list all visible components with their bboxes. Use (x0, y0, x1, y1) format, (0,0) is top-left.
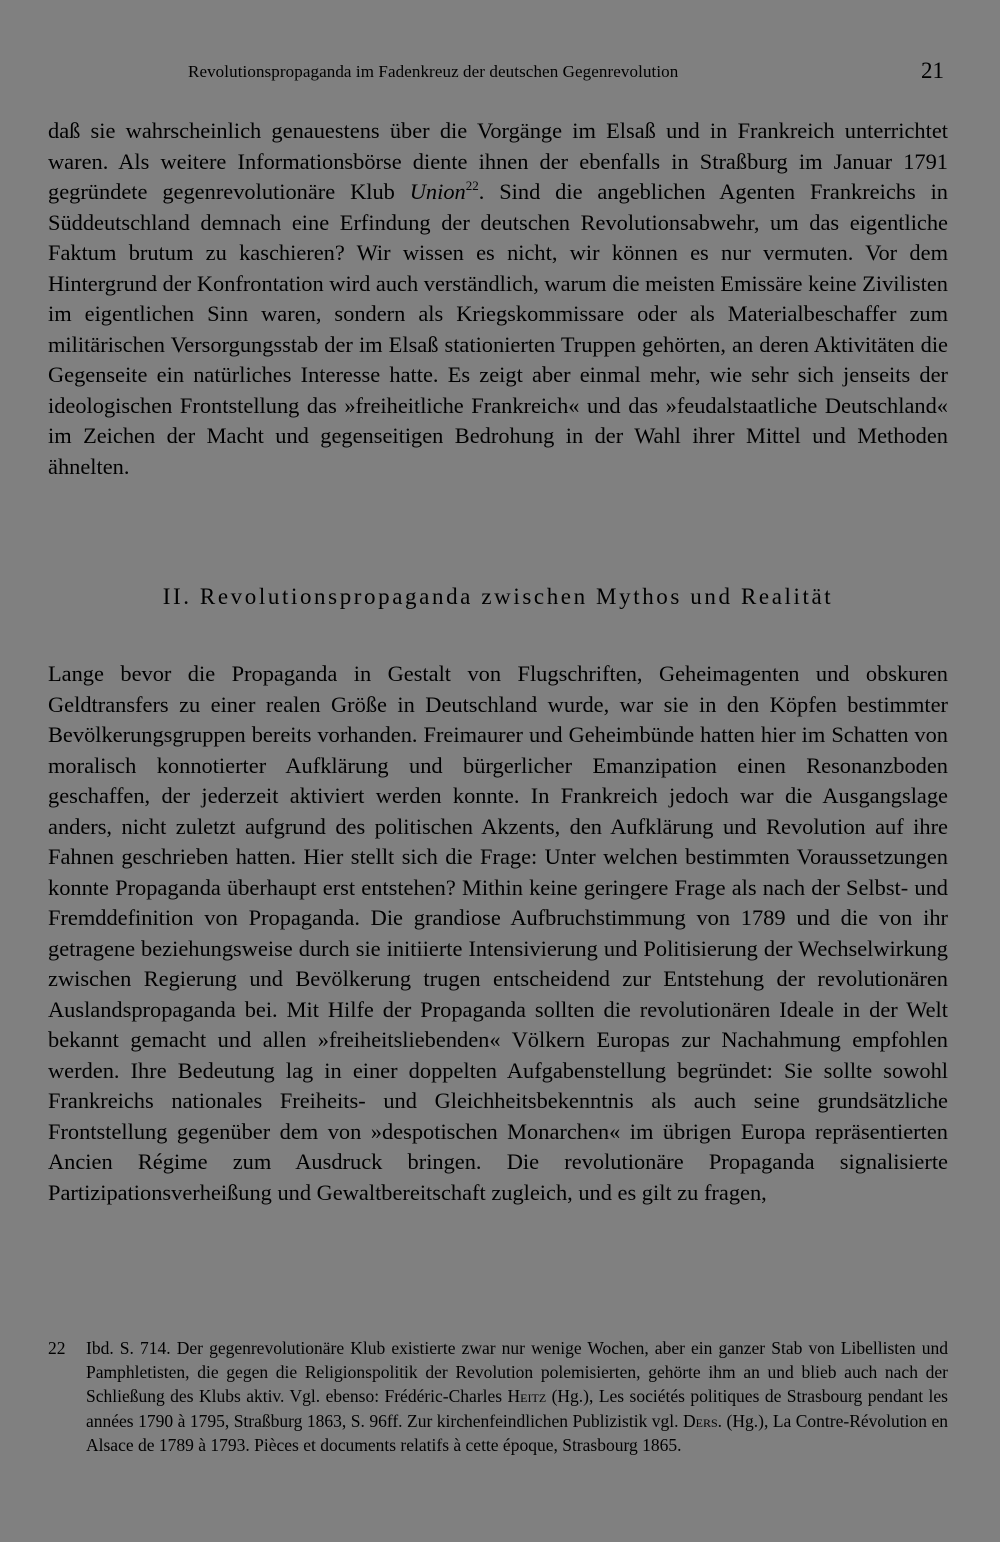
footnote-reference[interactable]: 22 (465, 178, 479, 193)
body-paragraph-2: Lange bevor die Propaganda in Gestalt von Flugschriften, Geheimagenten und obskuren Geldtransfers zu einer realen Größe in Deutschland wurde, war sie in den Köpfen bestimmter Bevölkerungsgruppen bereits vorhanden. Freimaurer und Geheimbünde hatten hier im Schatten von moralisch konnotierter Aufklärung und bürgerlicher Emanzipation einen Resonanzboden geschaffen, der jederzeit aktiviert werden konnte. In Frankreich jedoch war die Ausgangslage anders, nicht zuletzt aufgrund des politischen Akzents, den Aufklärung und Revolution auf ihre Fahnen geschrieben hatten. Hier stellt sich die Frage: Unter welchen bestimmten Voraussetzungen konnte Propaganda überhaupt erst entstehen? Mithin keine geringere Frage als nach der Selbst- und Fremddefinition von Propaganda. Die grandiose Aufbruchstimmung von 1789 und die von ihr getragene beziehungsweise durch sie initiierte Intensivierung und Politisierung der Wechselwirkung zwischen Regierung und Bevölkerung trugen entscheidend zur Entstehung der revolutionären Auslandspropaganda bei. Mit Hilfe der Propaganda sollten die revolutionären Ideale in der Welt bekannt gemacht und allen »freiheitsliebenden« Völkern Europas zur Nachahmung empfohlen werden. Ihre Bedeutung lag in einer doppelten Aufgabenstellung begründet: Sie sollte sowohl Frankreichs nationales Freiheits- und Gleichheitsbekenntnis als auch seine grundsätzliche Frontstellung gegenüber dem von »despotischen Monarchen« im übrigen Europa repräsentierten Ancien Régime zum Ausdruck bringen. Die revolutionäre Propaganda signalisierte Partizipationsverheißung und Gewaltbereitschaft zugleich, und es gilt zu fragen, (48, 661, 948, 1205)
footnote-text-part-3: (Hg.), La Contre-Révolution en Alsace de 1789 à 1793. Pièces et documents relatifs à cette époque, Strasbourg 1865. (86, 1410, 948, 1455)
running-title: Revolutionspropaganda im Fadenkreuz der deutschen Gegenrevolution (188, 62, 679, 81)
footnote-text-part-2: (Hg.), Les sociétés politiques de Strasbourg pendant les années 1790 à 1795, Straßburg 1863, S. 96ff. Zur kirchenfeindlichen Publizistik vgl. (86, 1386, 948, 1431)
paragraph-1-text-start: daß sie wahrscheinlich genauestens über die Vorgänge im Elsaß und in Frankreich unterrichtet waren. Als weitere Informationsbörse diente ihnen der ebenfalls in Straßburg im Januar 1791 gegründete gegenrevolutionäre Klub (48, 118, 948, 204)
section-heading: II. Revolutionspropaganda zwischen Mythos und Realität (162, 584, 834, 609)
footnote-author-name: Heitz (507, 1386, 547, 1407)
footnote-text-part-1: Ibd. S. 714. Der gegenrevolutionäre Klub existierte zwar nur wenige Wochen, aber ein ganzer Stab von Libellisten und Pamphletisten, die gegen die Religionspolitik der Revolution polemisierten, gehörte ihm an und blieb auch nach der Schließung des Klubs aktiv. Vgl. ebenso: Frédéric-Charles (86, 1338, 948, 1407)
footnote-number: 22 (48, 1338, 66, 1358)
paragraph-1-text-end: . Sind die angeblichen Agenten Frankreichs in Süddeutschland demnach eine Erfindung der deutschen Revolutionsabwehr, um das eigentliche Faktum brutum zu kaschieren? Wir wissen es nicht, wir können es nur vermuten. Vor dem Hintergrund der Konfrontation wird auch verständlich, warum die meisten Emissäre keine Zivilisten im eigentlichen Sinn waren, sondern als Kriegskommissare oder als Materialbeschaffer zum militärischen Versorgungsstab der im Elsaß stationierten Truppen gehörten, an deren Aktivitäten die Gegenseite ein natürliches Interesse hatte. Es zeigt aber einmal mehr, wie sehr sich jenseits der ideologischen Frontstellung das »freiheitliche Frankreich« und das »feudalstaatliche Deutschland« im Zeichen der Macht und gegenseitigen Bedrohung in der Wahl ihrer Mittel und Methoden ähnelten. (48, 179, 948, 479)
page-number: 21 (921, 58, 944, 83)
club-name-italic: Union (409, 179, 466, 204)
footnote-author-ders: Ders. (683, 1410, 723, 1431)
footnote (48, 1336, 948, 1457)
running-head (48, 58, 948, 88)
book-page (48, 0, 948, 1542)
body-paragraph-1 (48, 116, 948, 482)
footnotes (48, 1336, 948, 1457)
